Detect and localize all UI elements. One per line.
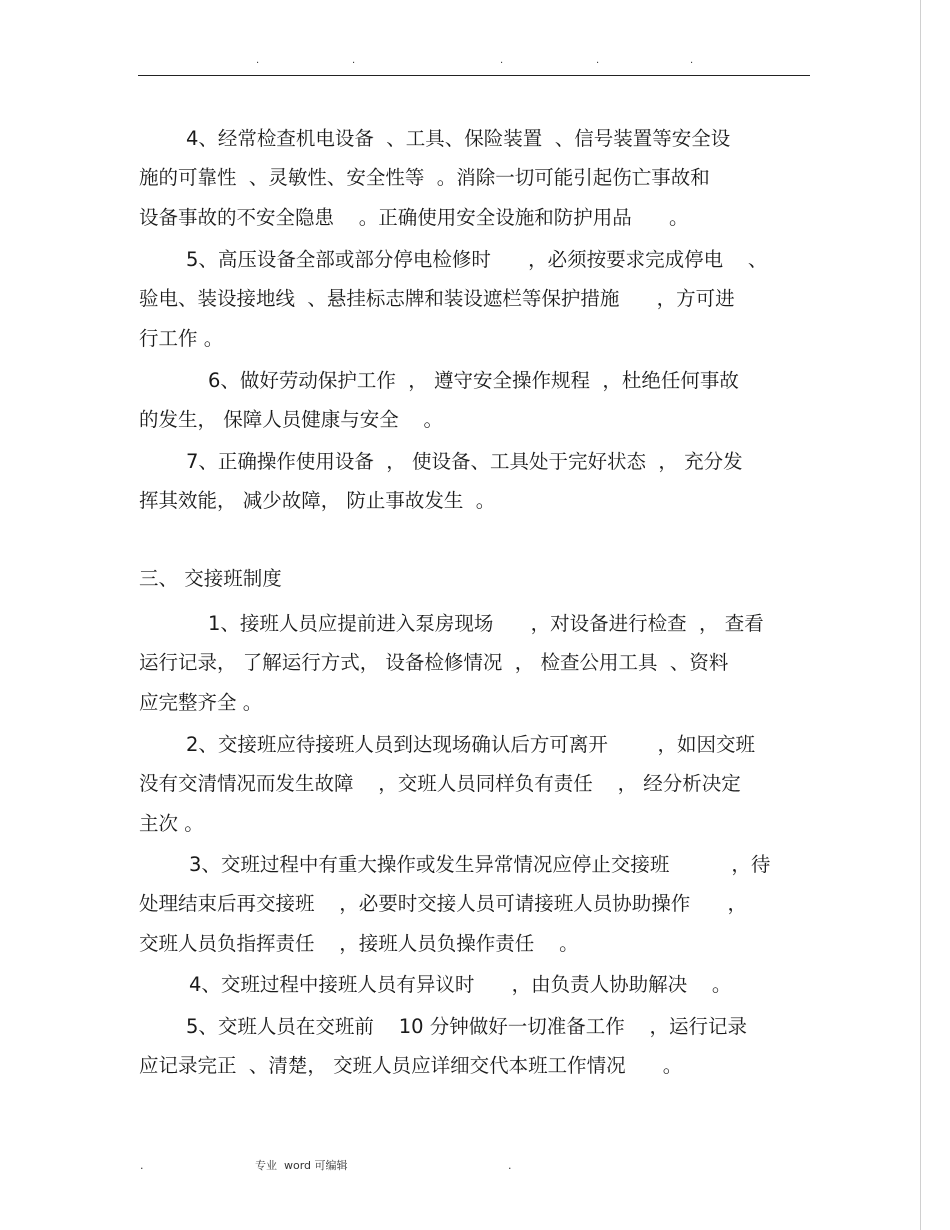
page-edge-rule bbox=[920, 0, 921, 1230]
header-dots bbox=[0, 56, 950, 72]
footer-dot-right: . bbox=[508, 1159, 512, 1172]
handover-3-line-3: 交班人员负指挥责任 ，接班人员负操作责任 。 bbox=[139, 932, 579, 955]
handover-2-line-2: 没有交清情况而发生故障 ，交班人员同样负有责任 ， 经分析决定 bbox=[139, 772, 741, 795]
footer-label: 专业 word 可编辑 bbox=[255, 1159, 348, 1172]
paragraph-4-line-3: 设备事故的不安全隐患 。正确使用安全设施和防护用品 。 bbox=[139, 206, 689, 229]
handover-4-line-1: 4、交班过程中接班人员有异议时 ，由负责人协助解决 。 bbox=[189, 973, 732, 996]
header-dot: . bbox=[256, 55, 260, 66]
handover-1-line-1: 1、接班人员应提前进入泵房现场 ，对设备进行检查 ， 查看 bbox=[208, 612, 764, 635]
paragraph-4-line-2: 施的可靠性 、灵敏性、安全性等 。消除一切可能引起伤亡事故和 bbox=[139, 166, 710, 189]
paragraph-6-line-1: 6、做好劳动保护工作 ， 遵守安全操作规程 ，杜绝任何事故 bbox=[208, 369, 739, 392]
paragraph-5-line-1: 5、高压设备全部或部分停电检修时 ，必须按要求完成停电 、 bbox=[186, 248, 768, 271]
handover-5-line-1: 5、交班人员在交班前 10 分钟做好一切准备工作 ，运行记录 bbox=[186, 1015, 748, 1038]
paragraph-6-line-2: 的发生， 保障人员健康与安全 。 bbox=[139, 408, 443, 431]
handover-2-line-1: 2、交接班应待接班人员到达现场确认后方可离开 ，如因交班 bbox=[186, 733, 755, 756]
header-dot: . bbox=[500, 55, 504, 66]
footer-dot-left: . bbox=[140, 1159, 144, 1172]
paragraph-7-line-2: 挥其效能， 减少故障， 防止事故发生 。 bbox=[139, 489, 496, 512]
handover-3-line-1: 3、交班过程中有重大操作或发生异常情况应停止交接班 ，待 bbox=[189, 853, 771, 876]
handover-3-line-2: 处理结束后再交接班 ，必要时交接人员可请接班人员协助操作 ， bbox=[139, 892, 747, 915]
paragraph-5-line-3: 行工作 。 bbox=[139, 327, 224, 350]
paragraph-7-line-1: 7、正确操作使用设备 ， 使设备、工具处于完好状态 ， 充分发 bbox=[186, 450, 743, 473]
header-dot: . bbox=[690, 55, 694, 66]
handover-2-line-3: 主次 。 bbox=[139, 812, 204, 835]
paragraph-4-line-1: 4、经常检查机电设备 、工具、保险装置 、信号装置等安全设 bbox=[186, 127, 731, 150]
header-rule bbox=[138, 75, 810, 76]
paragraph-5-line-2: 验电、装设接地线 、悬挂标志牌和装设遮栏等保护措施 ，方可进 bbox=[139, 287, 735, 310]
handover-1-line-2: 运行记录， 了解运行方式， 设备检修情况 ， 检查公用工具 、资料 bbox=[139, 651, 729, 674]
header-dot: . bbox=[352, 55, 356, 66]
section-heading: 三、 交接班制度 bbox=[139, 567, 282, 590]
handover-5-line-2: 应记录完正 、清楚， 交班人员应详细交代本班工作情况 。 bbox=[139, 1054, 683, 1077]
handover-1-line-3: 应完整齐全 。 bbox=[139, 691, 263, 714]
header-dot: . bbox=[596, 55, 600, 66]
